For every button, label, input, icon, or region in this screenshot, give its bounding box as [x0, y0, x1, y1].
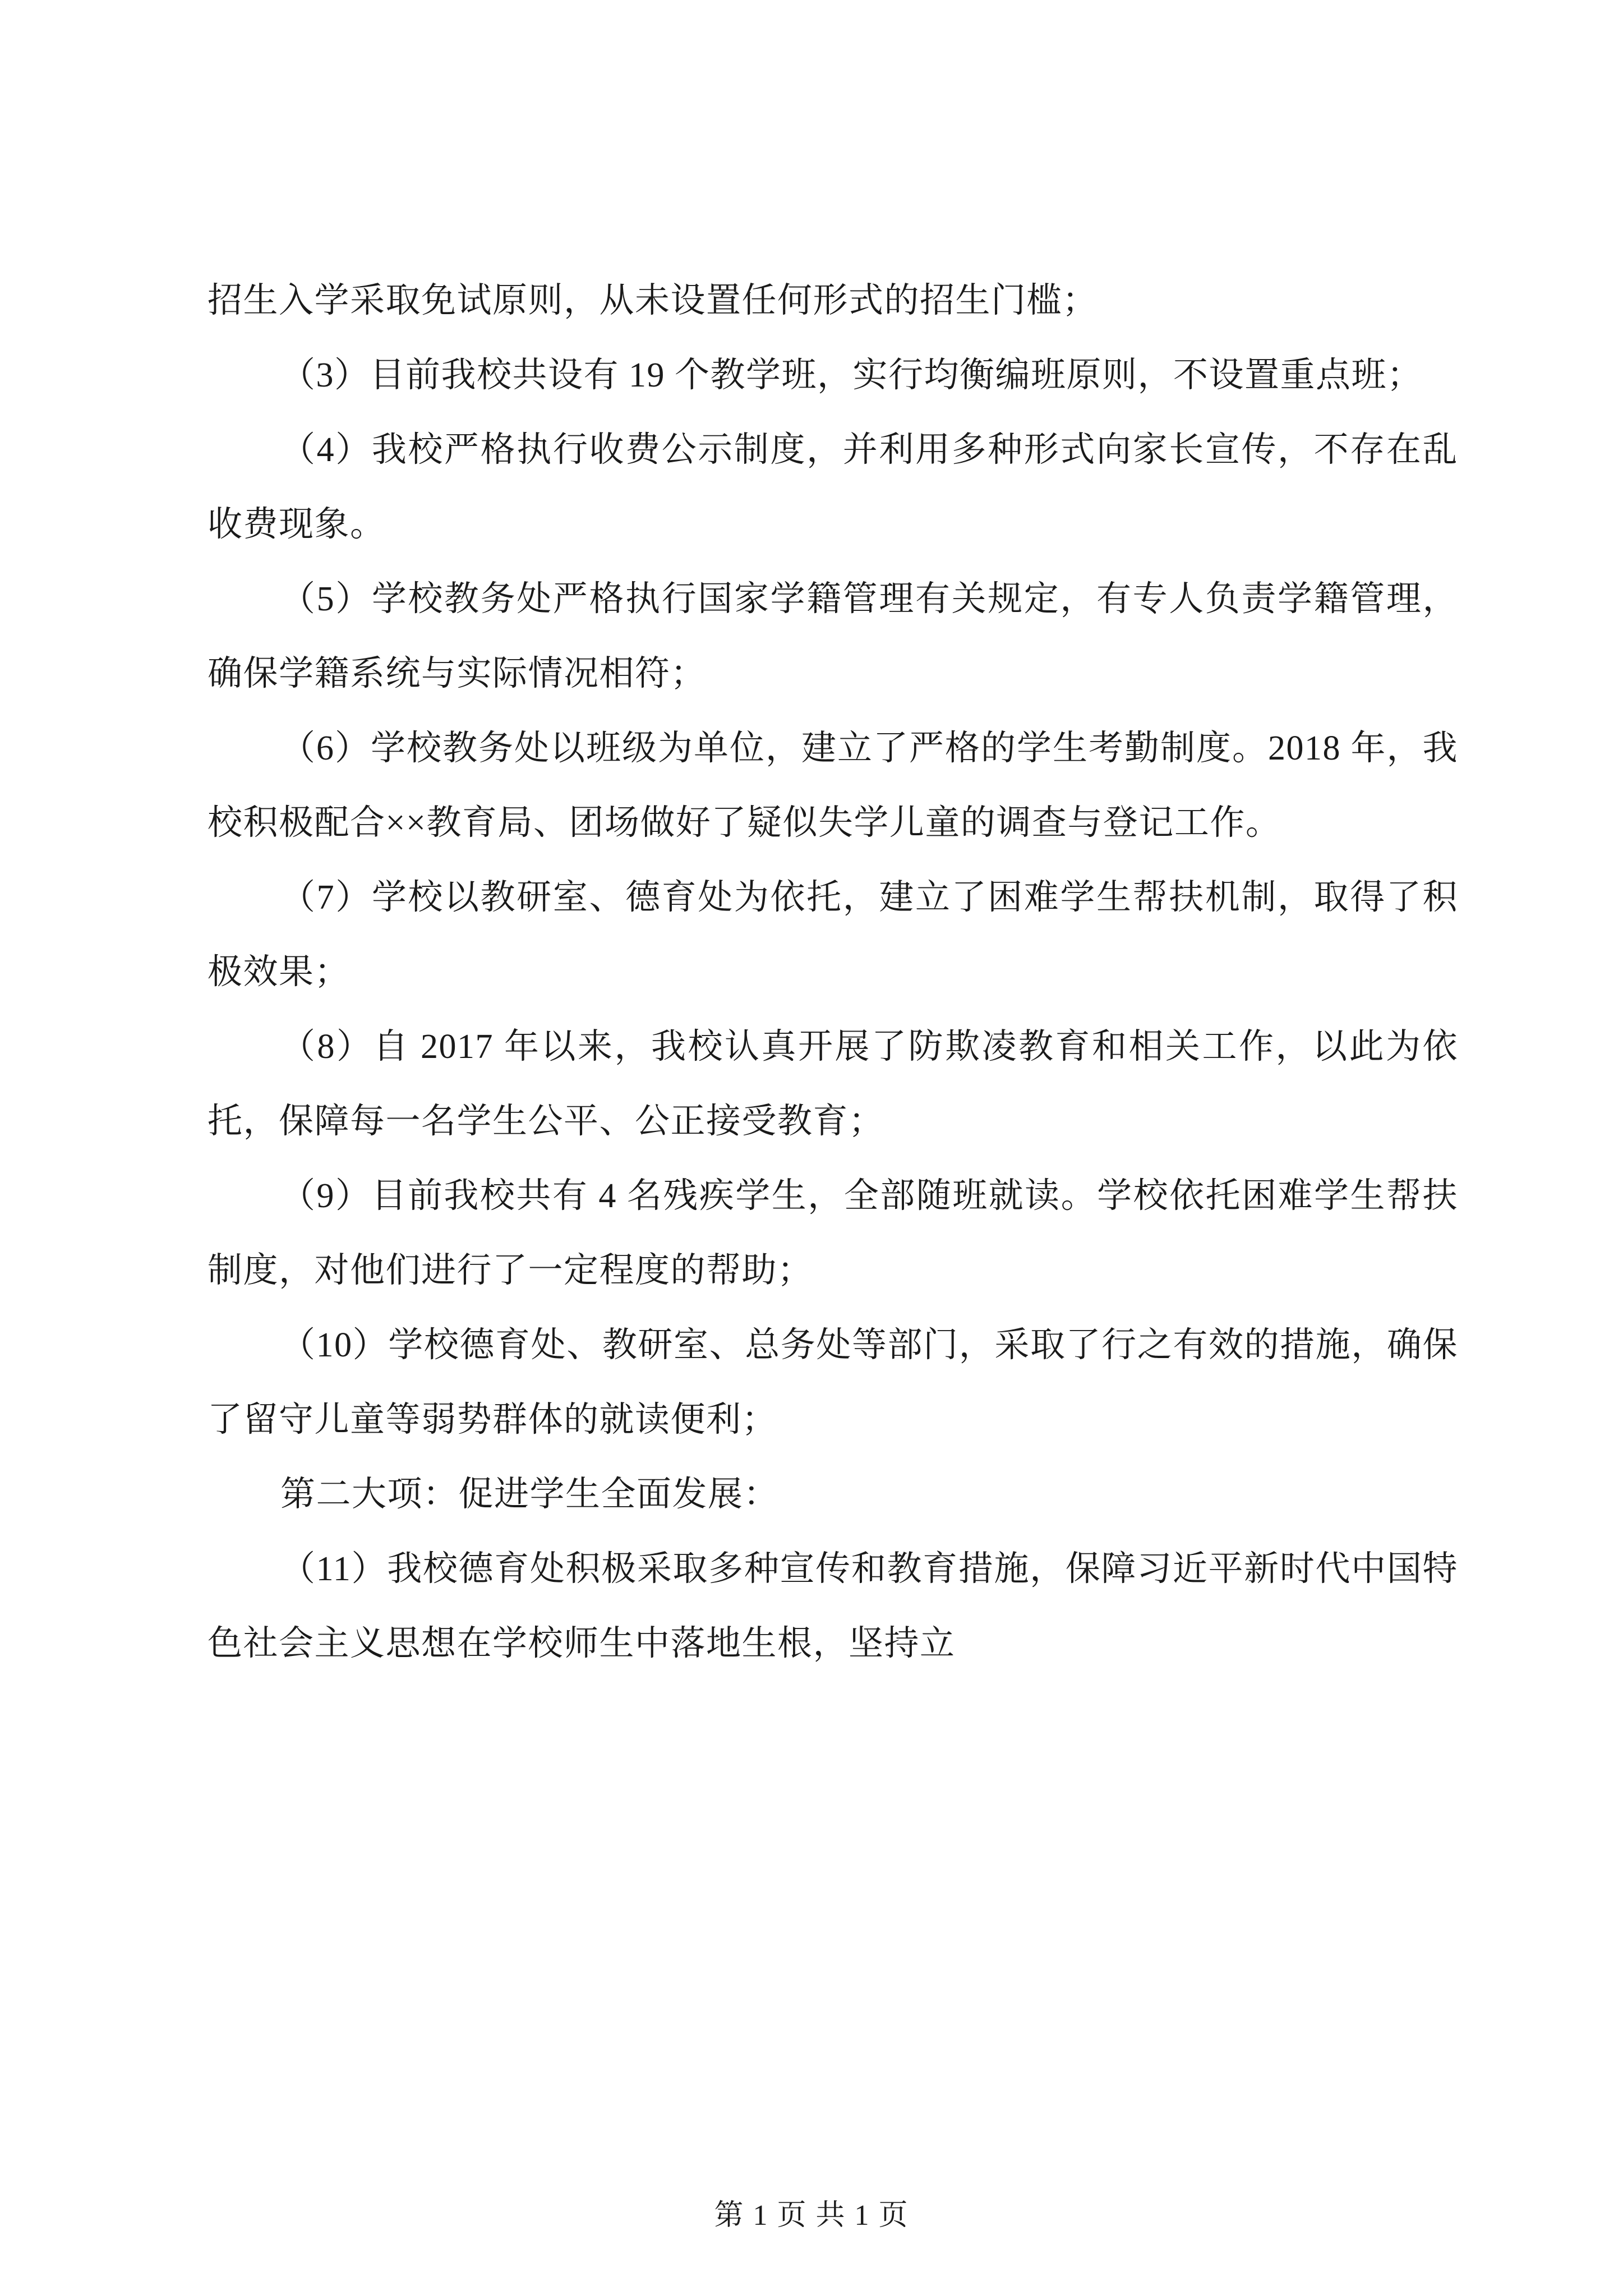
page-footer: 第 1 页 共 1 页: [714, 2200, 909, 2231]
paragraph-item-11: （11）我校德育处积极采取多种宣传和教育措施，保障习近平新时代中国特色社会主义思想在学校师生中落地生根，坚持立: [208, 1550, 1458, 1663]
paragraph-item-9: （9）目前我校共有 4 名残疾学生，全部随班就读。学校依托困难学生帮扶制度，对他们进行了一定程度的帮助；: [208, 1177, 1458, 1290]
paragraph-item-3: （3）目前我校共设有 19 个教学班，实行均衡编班原则，不设置重点班；: [280, 356, 1423, 394]
paragraph-section-2: 第二大项：促进学生全面发展：: [280, 1475, 780, 1513]
paragraph-item-10: （10）学校德育处、教研室、总务处等部门，采取了行之有效的措施，确保了留守儿童等弱势群体的就读便利；: [208, 1326, 1458, 1439]
paragraph-item-6: （6）学校教务处以班级为单位，建立了严格的学生考勤制度。2018 年，我校积极配合××教育局、团场做好了疑似失学儿童的调查与登记工作。: [208, 729, 1458, 842]
paragraph-item-4: （4）我校严格执行收费公示制度，并利用多种形式向家长宣传，不存在乱收费现象。: [208, 431, 1458, 544]
paragraph-item-5: （5）学校教务处严格执行国家学籍管理有关规定，有专人负责学籍管理，确保学籍系统与实际情况相符；: [208, 580, 1458, 693]
paragraph-continuation: 招生入学采取免试原则，从未设置任何形式的招生门槛；: [208, 282, 1098, 320]
document-body: [208, 264, 1458, 1681]
paragraph-item-8: （8）自 2017 年以来，我校认真开展了防欺凌教育和相关工作，以此为依托，保障每一名学生公平、公正接受教育；: [208, 1028, 1458, 1140]
paragraph-item-7: （7）学校以教研室、德育处为依托，建立了困难学生帮扶机制，取得了积极效果；: [208, 878, 1458, 991]
